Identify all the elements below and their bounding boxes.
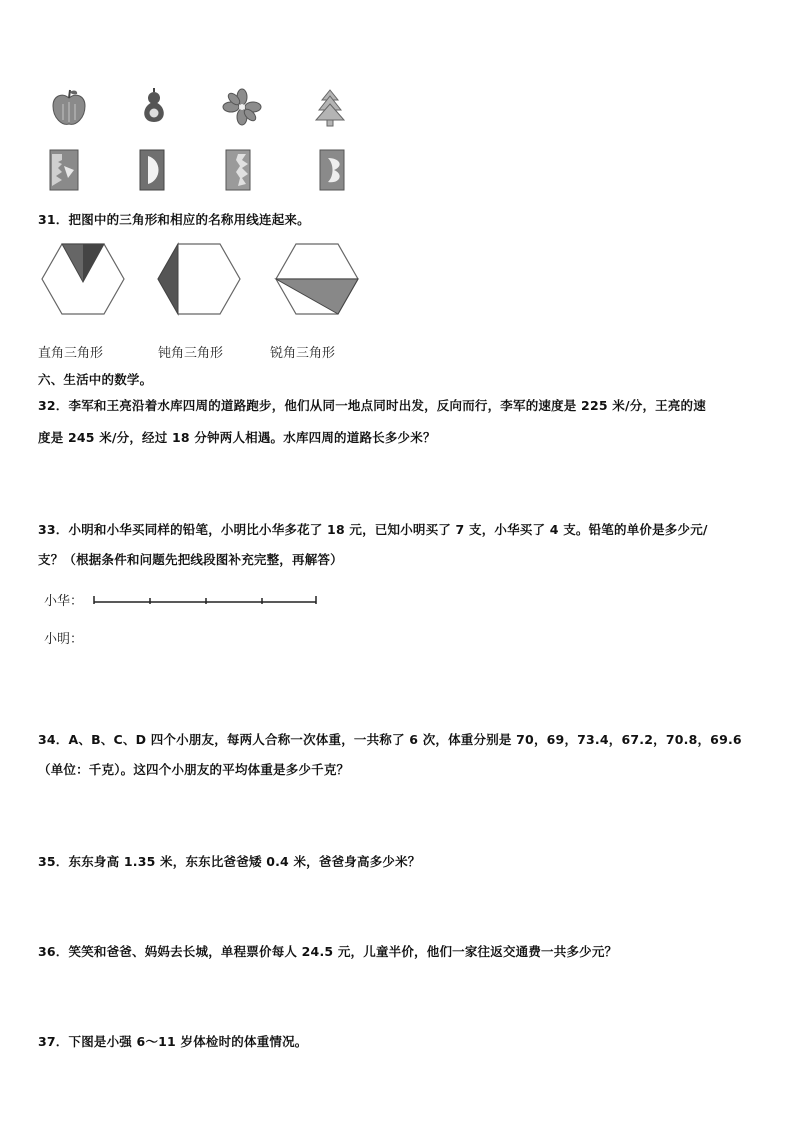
cutout-paper-4-icon — [318, 148, 348, 192]
segment-label-xiaoming: 小明： — [44, 632, 84, 647]
question-32-line-2: 度是 245 米/分，经过 18 分钟两人相遇。水库四周的道路长多少米？ — [38, 430, 436, 445]
label-acute-triangle: 锐角三角形 — [270, 346, 336, 361]
question-36-text: 36．笑笑和爸爸、妈妈去长城，单程票价每人 24.5 元，儿童半价，他们一家往返交通费一共多少元？ — [38, 944, 618, 959]
question-34-line-1: 34．A、B、C、D 四个小朋友，每两人合称一次体重，一共称了 6 次，体重分别是 70，69，73.4，67.2，70.8，69.6 — [38, 732, 742, 747]
question-35-text: 35．东东身高 1.35 米，东东比爸爸矮 0.4 米，爸爸身高多少米？ — [38, 854, 421, 869]
hexagon-obtuse-triangle-figure — [156, 242, 242, 316]
label-obtuse-triangle: 钝角三角形 — [158, 346, 224, 361]
hexagon-acute-triangle-figure — [274, 242, 360, 316]
segment-diagram-xiaohua — [92, 594, 322, 608]
section-6-heading: 六、生活中的数学。 — [38, 372, 153, 387]
question-37-text: 37．下图是小强 6～11 岁体检时的体重情况。 — [38, 1034, 308, 1049]
question-32-line-1: 32．李军和王亮沿着水库四周的道路跑步，他们从同一地点同时出发，反向而行，李军的速度是 225 米/分，王亮的速 — [38, 398, 706, 413]
cutout-paper-3-icon — [224, 148, 254, 192]
question-33-line-2: 支？（根据条件和问题先把线段图补充完整，再解答） — [38, 552, 343, 567]
flower-icon — [222, 88, 262, 126]
question-34-line-2: （单位：千克）。这四个小朋友的平均体重是多少千克？ — [38, 762, 350, 777]
pine-tree-icon — [314, 88, 346, 128]
hexagon-right-triangle-figure — [40, 242, 126, 316]
apple-icon — [50, 88, 88, 128]
cutout-paper-2-icon — [138, 148, 168, 192]
gourd-icon — [138, 86, 170, 126]
question-31-text: 31．把图中的三角形和相应的名称用线连起来。 — [38, 212, 310, 227]
question-33-line-1: 33．小明和小华买同样的铅笔，小明比小华多花了 18 元，已知小明买了 7 支，小华买了 4 支。铅笔的单价是多少元/ — [38, 522, 708, 537]
cutout-paper-1-icon — [48, 148, 82, 192]
segment-label-xiaohua: 小华： — [44, 594, 84, 609]
label-right-triangle: 直角三角形 — [38, 346, 104, 361]
